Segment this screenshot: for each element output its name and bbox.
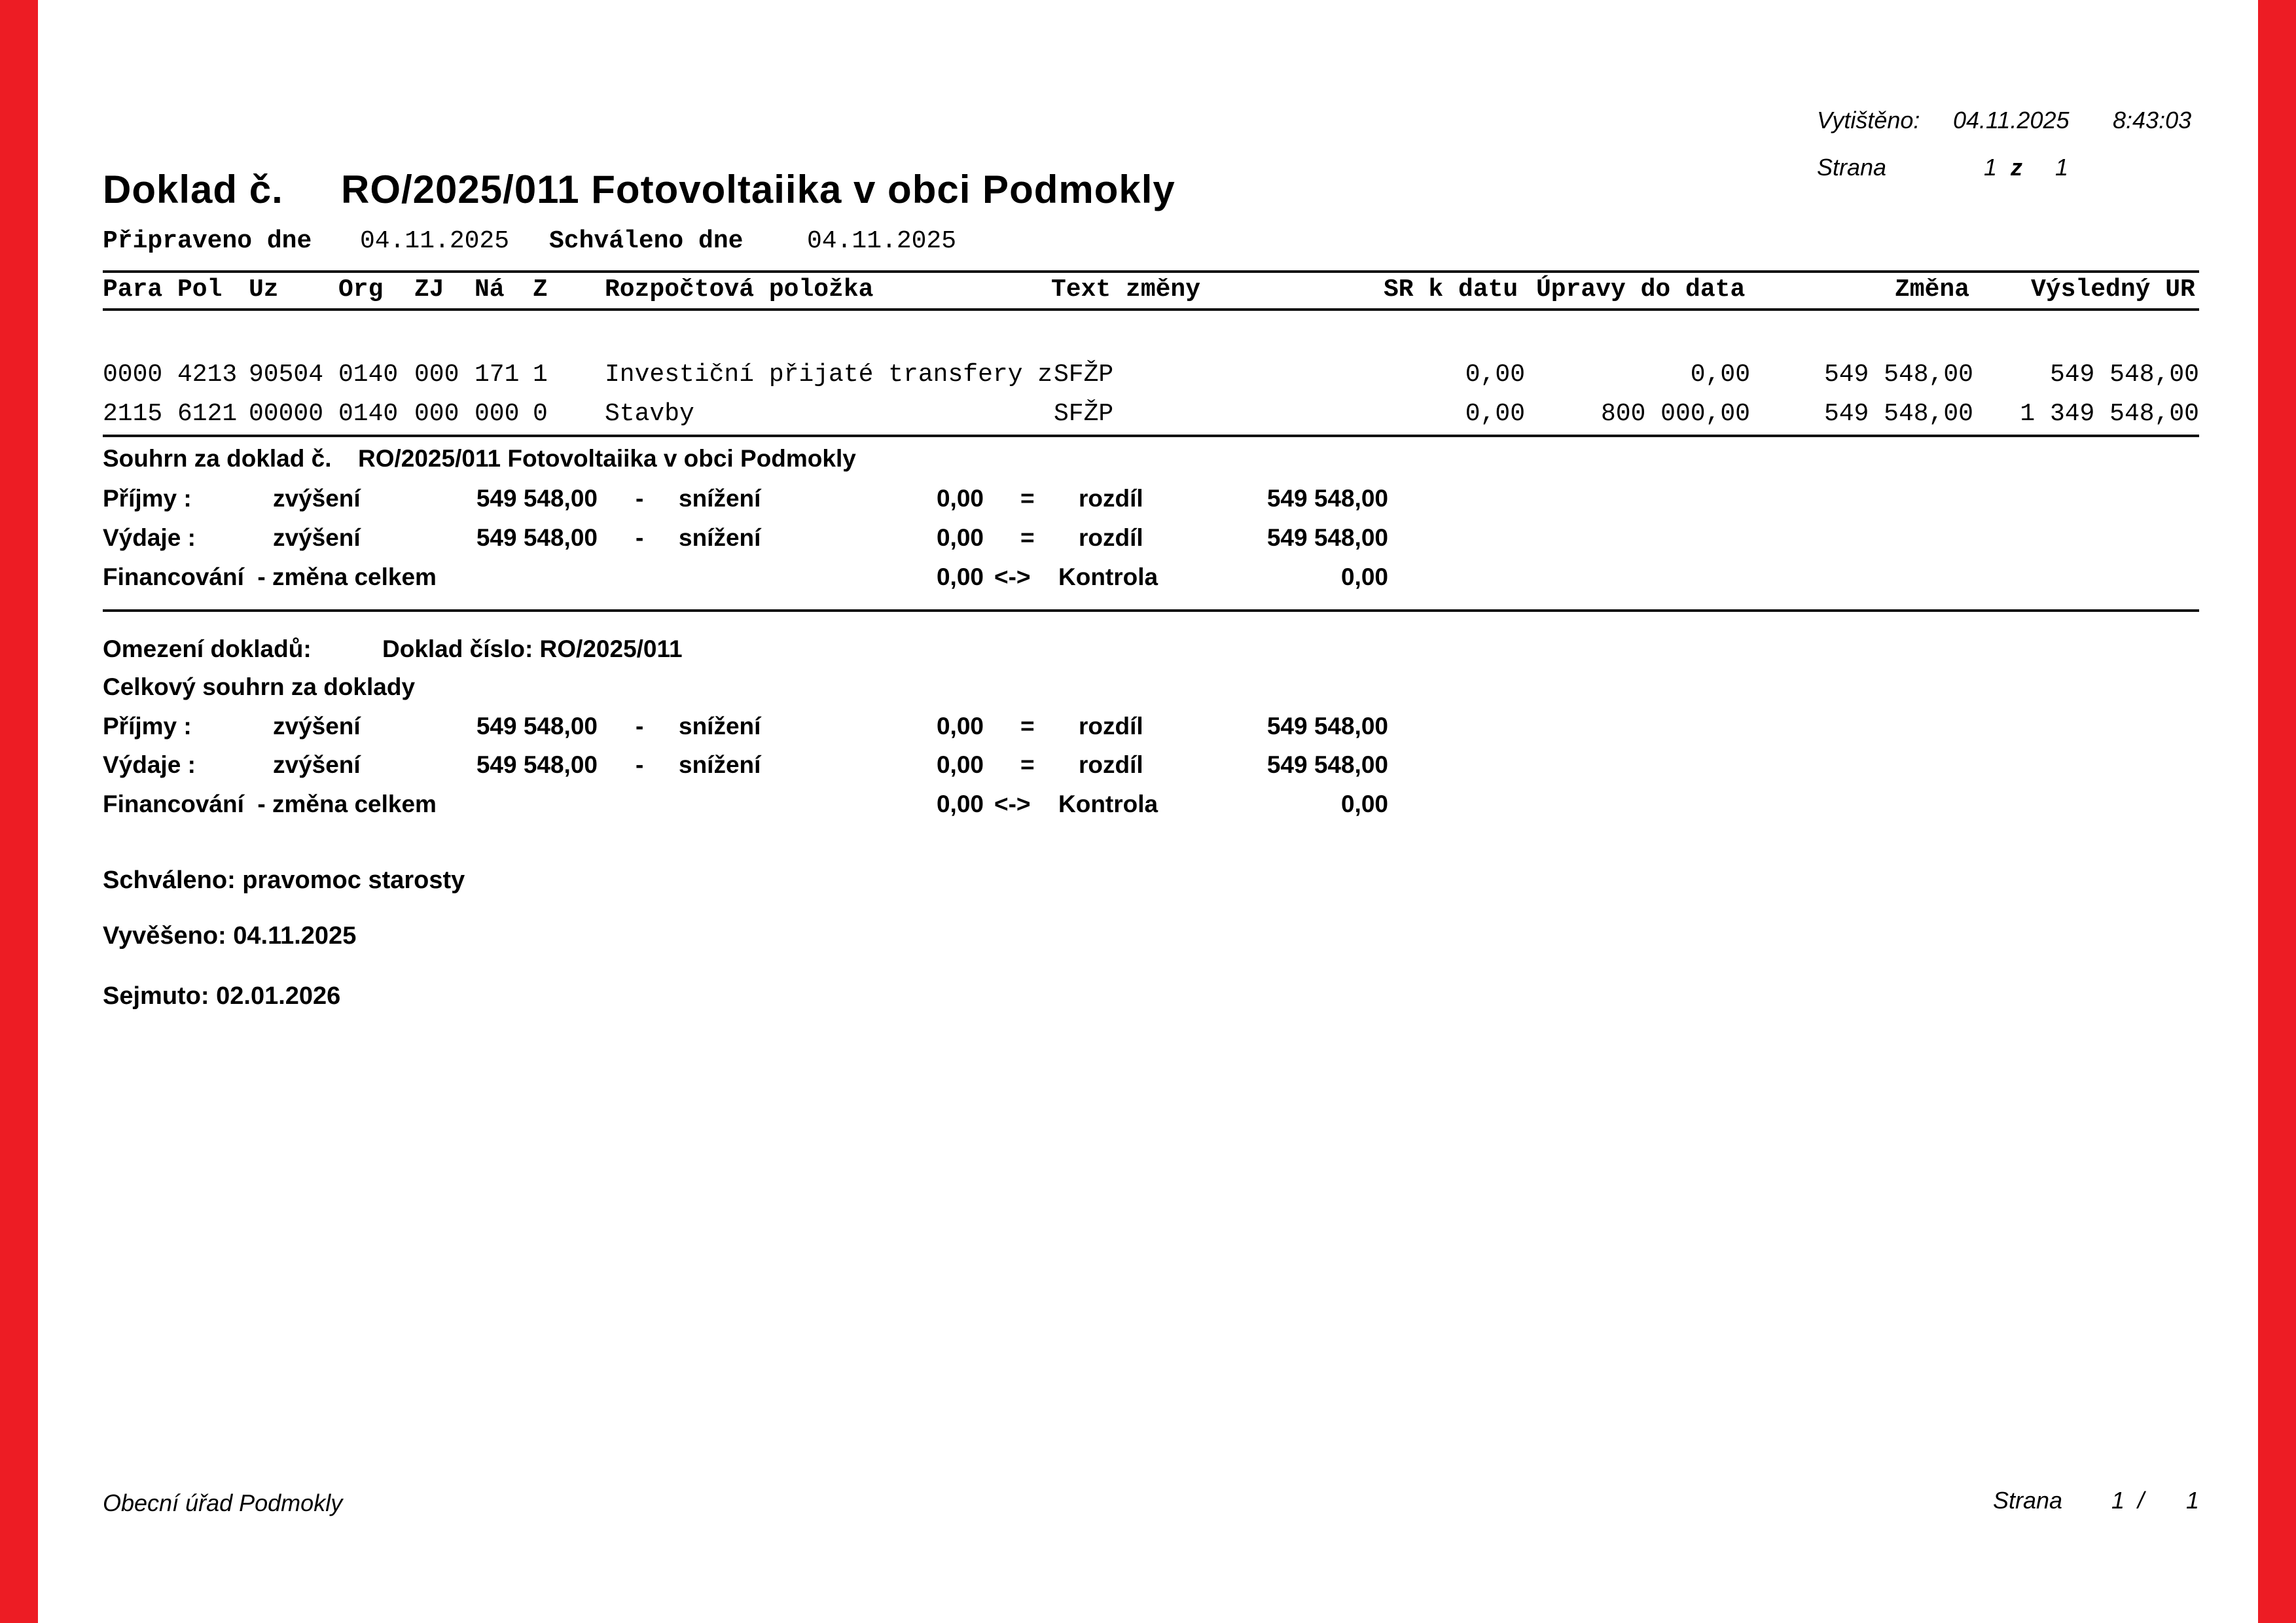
snizeni-label: snížení: [679, 713, 761, 740]
financovani-value: 0,00: [936, 563, 984, 590]
cell-org: 0140: [338, 361, 399, 389]
left-edge-bar: [0, 0, 38, 1623]
prijmy-snizeni-value: 0,00: [936, 485, 984, 512]
cell-vysledny: 1 349 548,00: [2020, 400, 2199, 428]
vydaje-snizeni-value: 0,00: [936, 524, 984, 551]
doc-number-label: Doklad č.: [103, 168, 283, 211]
cell-zj: 000: [414, 361, 459, 389]
col-zmena: Změna: [1895, 276, 1970, 304]
approved-date: 04.11.2025: [807, 227, 957, 255]
printed-label: Vytištěno:: [1817, 107, 1920, 134]
prepared-date: 04.11.2025: [360, 227, 510, 255]
page-label: Strana: [1817, 154, 1887, 181]
minus-sign: -: [636, 485, 644, 512]
footer-page-separator: /: [2138, 1487, 2145, 1514]
vydaje-zvyseni-value: 549 548,00: [476, 751, 598, 778]
arrow-sign: <->: [994, 791, 1031, 817]
col-sr: SR k datu: [1384, 276, 1518, 304]
kontrola-label: Kontrola: [1058, 563, 1158, 590]
col-upravy: Úpravy do data: [1536, 276, 1746, 304]
cell-uz: 90504: [249, 361, 324, 389]
snizeni-label: snížení: [679, 524, 761, 551]
financovani-label: Financování - změna celkem: [103, 791, 437, 817]
cell-vysledny: 549 548,00: [2049, 361, 2199, 389]
cell-zj: 000: [414, 400, 459, 428]
page-current: 1: [1984, 154, 1998, 181]
zvyseni-label: zvýšení: [273, 485, 361, 512]
vyveseno-line: Vyvěšeno: 04.11.2025: [103, 922, 357, 950]
cell-item: Investiční přijaté transfery z: [605, 361, 1053, 389]
prijmy-label: Příjmy :: [103, 485, 192, 512]
col-z: Z: [533, 276, 548, 304]
minus-sign: -: [636, 524, 644, 551]
rozdil-label: rozdíl: [1079, 485, 1143, 512]
prepared-label: Připraveno dne: [103, 227, 312, 255]
printed-date: 04.11.2025: [1953, 107, 2070, 134]
arrow-sign: <->: [994, 563, 1031, 590]
footer-organization: Obecní úřad Podmokly: [103, 1489, 343, 1516]
cell-para: 2115: [103, 400, 163, 428]
rule-under-rows: [103, 435, 2199, 437]
cell-sr: 0,00: [1465, 400, 1525, 428]
cell-org: 0140: [338, 400, 399, 428]
cell-text: SFŽP: [1054, 400, 1114, 428]
prijmy-zvyseni-value: 549 548,00: [476, 713, 598, 740]
col-na: Ná: [475, 276, 505, 304]
prijmy-label: Příjmy :: [103, 713, 192, 740]
zvyseni-label: zvýšení: [273, 713, 361, 740]
page-separator: z: [2011, 154, 2022, 181]
zvyseni-label: zvýšení: [273, 524, 361, 551]
prijmy-zvyseni-value: 549 548,00: [476, 485, 598, 512]
summary-doc-label: Souhrn za doklad č.: [103, 445, 332, 472]
rule-under-header: [103, 308, 2199, 311]
col-item: Rozpočtová položka: [605, 276, 874, 304]
col-org: Org: [338, 276, 384, 304]
cell-na: 171: [475, 361, 520, 389]
vydaje-label: Výdaje :: [103, 524, 196, 551]
omezeni-label: Omezení dokladů:: [103, 635, 312, 662]
kontrola-value: 0,00: [1340, 791, 1388, 817]
page-total: 1: [2055, 154, 2069, 181]
doc-title: RO/2025/011 Fotovoltaiika v obci Podmokly: [341, 168, 1175, 211]
col-text: Text změny: [1051, 276, 1201, 304]
minus-sign: -: [636, 751, 644, 778]
rule-top: [103, 270, 2199, 273]
cell-z: 0: [533, 400, 548, 428]
col-pol: Pol: [177, 276, 223, 304]
equals-sign: =: [1020, 751, 1035, 778]
cell-z: 1: [533, 361, 548, 389]
cell-upravy: 0,00: [1690, 361, 1750, 389]
cell-upravy: 800 000,00: [1600, 400, 1750, 428]
prijmy-rozdil-value: 549 548,00: [1266, 485, 1388, 512]
zvyseni-label: zvýšení: [273, 751, 361, 778]
minus-sign: -: [636, 713, 644, 740]
summary-doc-value: RO/2025/011 Fotovoltaiika v obci Podmokly: [358, 445, 856, 472]
sejmuto-line: Sejmuto: 02.01.2026: [103, 982, 341, 1010]
vydaje-label: Výdaje :: [103, 751, 196, 778]
cell-pol: 4213: [177, 361, 238, 389]
equals-sign: =: [1020, 713, 1035, 740]
col-vysledny: Výsledný UR: [2031, 276, 2195, 304]
col-para: Para: [103, 276, 163, 304]
approved-label: Schváleno dne: [549, 227, 744, 255]
vydaje-rozdil-value: 549 548,00: [1266, 751, 1388, 778]
cell-text: SFŽP: [1054, 361, 1114, 389]
printed-time: 8:43:03: [2113, 107, 2192, 134]
equals-sign: =: [1020, 524, 1035, 551]
financovani-value: 0,00: [936, 791, 984, 817]
celkovy-souhrn-title: Celkový souhrn za doklady: [103, 673, 416, 700]
cell-item: Stavby: [605, 400, 694, 428]
col-zj: ZJ: [414, 276, 444, 304]
cell-uz: 00000: [249, 400, 324, 428]
equals-sign: =: [1020, 485, 1035, 512]
prijmy-rozdil-value: 549 548,00: [1266, 713, 1388, 740]
prijmy-snizeni-value: 0,00: [936, 713, 984, 740]
rozdil-label: rozdíl: [1079, 751, 1143, 778]
rozdil-label: rozdíl: [1079, 524, 1143, 551]
col-uz: Uz: [249, 276, 279, 304]
cell-zmena: 549 548,00: [1823, 361, 1973, 389]
vydaje-rozdil-value: 549 548,00: [1266, 524, 1388, 551]
cell-para: 0000: [103, 361, 163, 389]
vydaje-zvyseni-value: 549 548,00: [476, 524, 598, 551]
snizeni-label: snížení: [679, 751, 761, 778]
footer-page-total: 1: [2186, 1487, 2200, 1514]
right-edge-bar: [2258, 0, 2296, 1623]
footer-page-label: Strana: [1993, 1487, 2063, 1514]
cell-na: 000: [475, 400, 520, 428]
cell-sr: 0,00: [1465, 361, 1525, 389]
kontrola-value: 0,00: [1340, 563, 1388, 590]
vydaje-snizeni-value: 0,00: [936, 751, 984, 778]
cell-zmena: 549 548,00: [1823, 400, 1973, 428]
rozdil-label: rozdíl: [1079, 713, 1143, 740]
omezeni-value: Doklad číslo: RO/2025/011: [382, 635, 683, 662]
snizeni-label: snížení: [679, 485, 761, 512]
financovani-label: Financování - změna celkem: [103, 563, 437, 590]
schvaleno-line: Schváleno: pravomoc starosty: [103, 866, 465, 894]
footer-page-current: 1: [2111, 1487, 2125, 1514]
kontrola-label: Kontrola: [1058, 791, 1158, 817]
rule-under-summary: [103, 609, 2199, 612]
cell-pol: 6121: [177, 400, 238, 428]
